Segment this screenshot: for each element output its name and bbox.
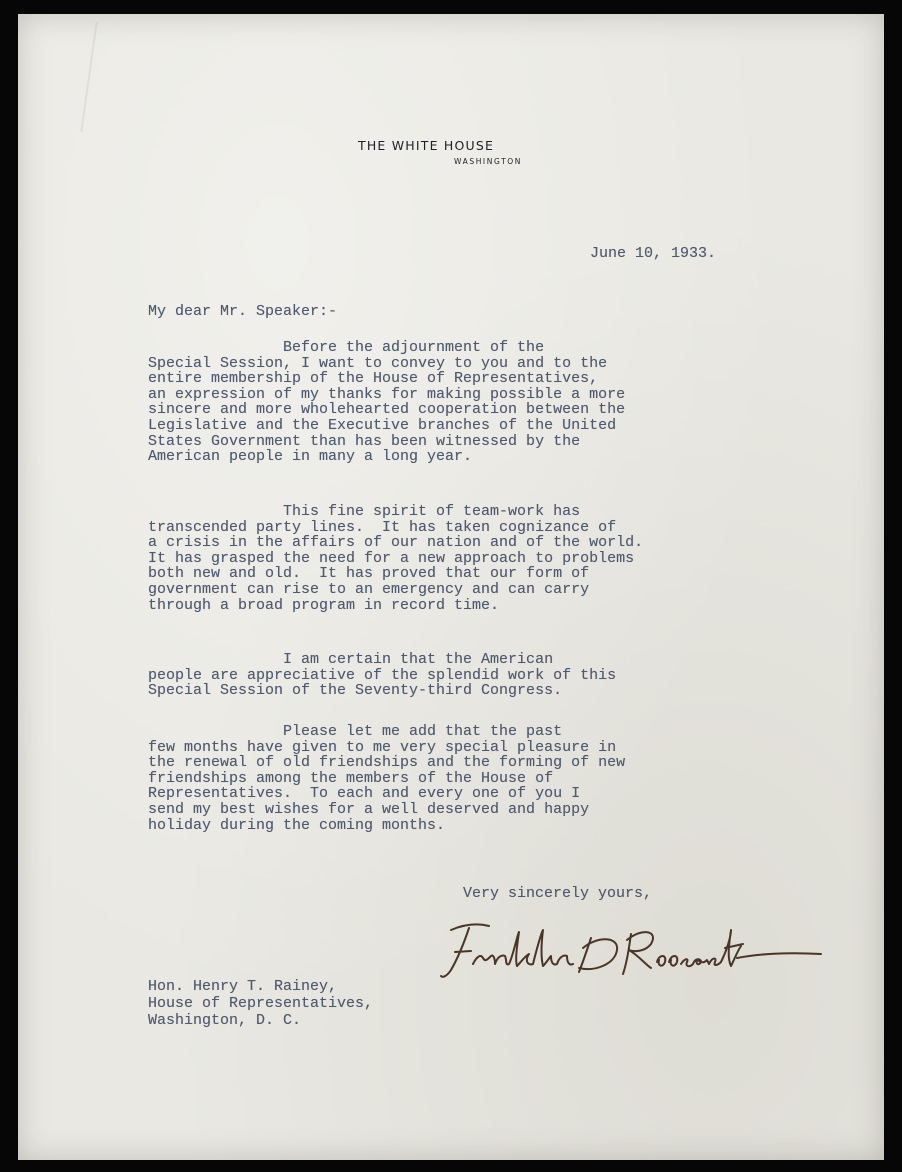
letterhead (358, 138, 578, 166)
letter-date: June 10, 1933. (590, 245, 717, 262)
paragraph-4: Please let me add that the past few months have given to me very special pleasure in the renewal of old friendships and the forming of new friendships among the members of the House of Representatives. To each and every one of you I send my best wishes for a well deserved and happy holiday during the coming months. (148, 723, 626, 834)
paragraph-3: I am certain that the American people are appreciative of the splendid work of this Special Session of the Seventy-third Congress. (148, 651, 617, 700)
letterhead-subtitle: WASHINGTON (454, 157, 522, 166)
paragraph-2: This fine spirit of team-work has transcended party lines. It has taken cognizance of a crisis in the affairs of our nation and of the world. It has grasped the need for a new approach to problems both new and old. It has proved that our form of government can rise to an emergency and can carry through a broad program in record time. (148, 503, 644, 614)
closing: Very sincerely yours, (463, 885, 653, 902)
paper-fold-mark (80, 22, 177, 132)
paragraph-1: Before the adjournment of the Special Session, I want to convey to you and to the entire membership of the House of Representatives, an expression of my thanks for making possible a more sincere and more wholehearted cooperation between the Legislative and the Executive branches of the United States Government than has been witnessed by the American people in many a long year. (148, 339, 626, 466)
addressee-block: Hon. Henry T. Rainey, House of Representatives, Washington, D. C. (148, 978, 374, 1029)
letterhead-title: THE WHITE HOUSE (358, 138, 495, 153)
salutation: My dear Mr. Speaker:- (148, 303, 338, 320)
signature (437, 918, 827, 988)
